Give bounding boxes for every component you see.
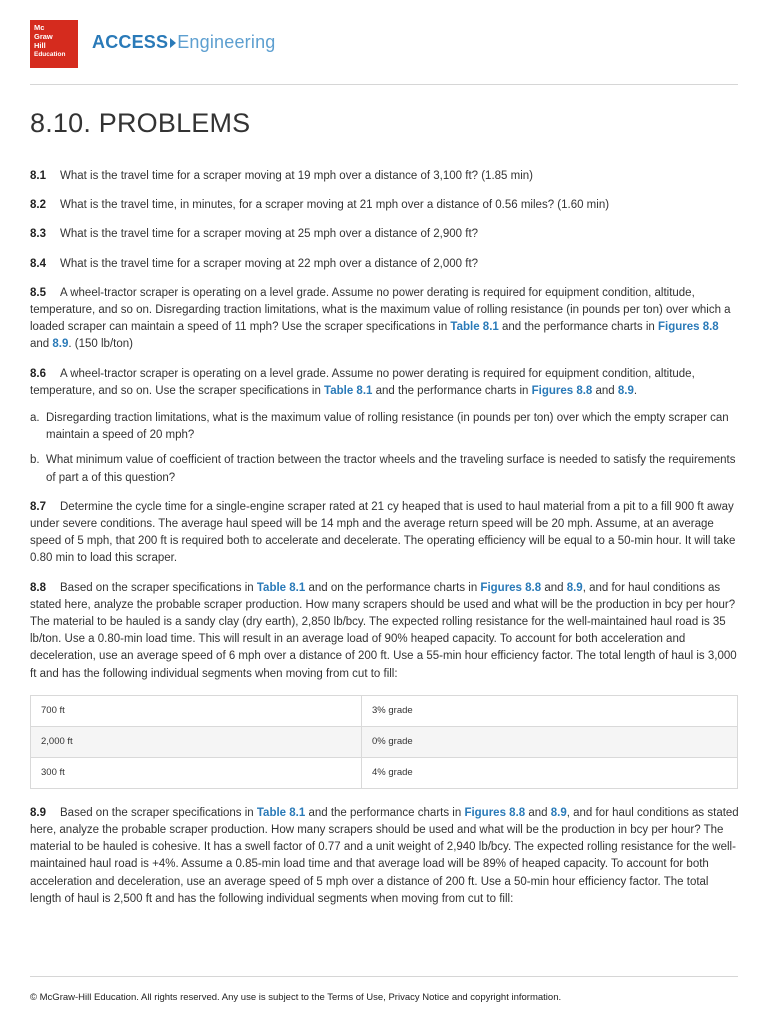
haul-segments-table bbox=[30, 695, 738, 789]
problem-number: 8.4 bbox=[30, 257, 46, 270]
problem-text: , and for haul conditions as stated here, analyze the probable scraper production. How many scrapers should be used and what will be the production in bcy per hour? The material to be hauled is cohesive. It has a swell factor of 0.77 and a unit weight of 2,940 lb/bcy. The expected rolling resistance for the well-maintained haul road is +4%. Assume a 0.85-min load time and that average load will be 89% of heaped capacity. To account for both acceleration and deceleration, use an average speed of 5 mph over a distance of 200 ft. Use a 50-min hour efficiency factor. The total length of haul is 2,500 ft and has the following individual segments when moving from cut to fill: bbox=[30, 806, 739, 905]
problem-text: and bbox=[30, 338, 53, 351]
problem-text: and bbox=[525, 806, 551, 819]
problem-8-2 bbox=[30, 197, 740, 214]
problem-text: A wheel-tractor scraper is operating on a level grade. Assume no power derating is required for equipment condition, altitude, temperature, and so on. Disregarding traction limitations, what is the maximum value of rolling resistance (in pounds per ton) over which a loaded scraper can maintain a speed of 11 mph? Use the scraper specifications in bbox=[30, 286, 731, 334]
access-engineering-brand[interactable] bbox=[92, 32, 276, 53]
problem-number: 8.5 bbox=[30, 286, 46, 299]
figure-8-9-link[interactable]: 8.9 bbox=[52, 338, 69, 351]
problem-text: What is the travel time for a scraper moving at 22 mph over a distance of 2,000 ft? bbox=[60, 257, 479, 270]
segment-distance: 700 ft bbox=[31, 695, 362, 726]
figures-8-8-link[interactable]: Figures 8.8 bbox=[480, 581, 542, 594]
logo-line: Graw bbox=[34, 32, 53, 41]
site-header bbox=[30, 20, 750, 70]
footer-divider bbox=[30, 976, 738, 977]
problem-number: 8.8 bbox=[30, 581, 46, 594]
sub-question-a bbox=[30, 410, 740, 444]
segment-distance: 2,000 ft bbox=[31, 726, 362, 757]
problem-text: A wheel-tractor scraper is operating on a level grade. Assume no power derating is required for equipment condition, altitude, temperature, and so on. Use the scraper specifications in bbox=[30, 367, 695, 397]
brand-primary: ACCESS bbox=[92, 32, 169, 52]
problem-number: 8.6 bbox=[30, 367, 46, 380]
table-row bbox=[31, 726, 738, 757]
segment-grade: 4% grade bbox=[362, 757, 738, 788]
sub-marker: a. bbox=[30, 412, 40, 425]
logo-line: Mc bbox=[34, 23, 45, 32]
figure-8-9-link[interactable]: 8.9 bbox=[566, 581, 583, 594]
brand-secondary: Engineering bbox=[177, 32, 276, 52]
problem-number: 8.1 bbox=[30, 170, 46, 182]
table-8-1-link[interactable]: Table 8.1 bbox=[256, 806, 306, 819]
problem-text: . (150 lb/ton) bbox=[68, 338, 133, 351]
mcgraw-hill-logo[interactable] bbox=[30, 20, 78, 68]
problem-text: Determine the cycle time for a single-engine scraper rated at 21 cy heaped that is used to haul material from a pit to a fill 900 ft away under severe conditions. The average haul speed will be 14 mph and the average return speed will be 20 mph. Assume, at an average speed of 5 mph, that 200 ft is required both to accelerate and decelerate. The operating efficiency will be equal to a 50-min hour. It will take 0.80 min to load this scraper. bbox=[30, 500, 736, 565]
page-title: 8.10. PROBLEMS bbox=[30, 108, 251, 138]
figure-8-9-link[interactable]: 8.9 bbox=[550, 806, 567, 819]
problem-8-1 bbox=[30, 168, 740, 185]
problem-text: and bbox=[541, 581, 567, 594]
problem-text: and bbox=[592, 384, 618, 397]
problem-text: Based on the scraper specifications in bbox=[60, 806, 257, 819]
header-divider bbox=[30, 84, 738, 85]
figures-8-8-link[interactable]: Figures 8.8 bbox=[464, 806, 526, 819]
problem-number: 8.9 bbox=[30, 806, 46, 819]
problem-text: , and for haul conditions as stated here, analyze the probable scraper production. How many scrapers should be used and what will be the production in bcy per hour? The material to be hauled is a sandy clay (dry earth), 2,850 lb/bcy. The expected rolling resistance for the well-maintained haul road is 35 lb/ton. Use a 0.80-min load time. This will result in an average load of 90% heaped capacity. To account for both acceleration and deceleration, use an average speed of 6 mph over a distance of 200 ft. Use a 55-min hour efficiency factor. The total length of haul is 3,000 ft and has the following individual segments when moving from cut to fill: bbox=[30, 581, 737, 680]
sub-question-b bbox=[30, 452, 740, 486]
problem-number: 8.7 bbox=[30, 500, 46, 513]
problem-text: and the performance charts in bbox=[305, 806, 465, 819]
logo-line: Education bbox=[34, 51, 66, 58]
problem-8-8 bbox=[30, 580, 740, 789]
table-8-1-link[interactable]: Table 8.1 bbox=[324, 384, 373, 397]
sub-marker: b. bbox=[30, 454, 40, 467]
problem-8-3 bbox=[30, 226, 740, 243]
problem-text: . bbox=[633, 384, 638, 397]
problem-8-7 bbox=[30, 499, 740, 568]
table-row bbox=[31, 757, 738, 788]
figure-8-9-link[interactable]: 8.9 bbox=[617, 384, 634, 397]
problem-8-4 bbox=[30, 256, 740, 273]
problem-text: What is the travel time, in minutes, for a scraper moving at 21 mph over a distance of 0.56 miles? (1.60 min) bbox=[60, 199, 610, 212]
problem-text: and the performance charts in bbox=[498, 321, 658, 334]
problem-text: Based on the scraper specifications in bbox=[60, 581, 257, 594]
brand-arrow-icon bbox=[170, 38, 176, 48]
problem-number: 8.2 bbox=[30, 199, 46, 212]
problems-content bbox=[30, 168, 740, 920]
sub-text: Disregarding traction limitations, what is the maximum value of rolling resistance (in pounds per ton) over which the empty scraper can maintain a speed of 20 mph? bbox=[46, 412, 729, 442]
problem-text: What is the travel time for a scraper moving at 25 mph over a distance of 2,900 ft? bbox=[60, 228, 479, 241]
table-row bbox=[31, 695, 738, 726]
problem-8-9 bbox=[30, 805, 740, 908]
problem-text: and the performance charts in bbox=[372, 384, 532, 397]
logo-line: Hill bbox=[34, 41, 46, 50]
figures-8-8-link[interactable]: Figures 8.8 bbox=[531, 384, 593, 397]
segment-grade: 3% grade bbox=[362, 695, 738, 726]
table-8-1-link[interactable]: Table 8.1 bbox=[256, 581, 306, 594]
figures-8-8-link[interactable]: Figures 8.8 bbox=[657, 321, 719, 334]
table-8-1-link[interactable]: Table 8.1 bbox=[450, 321, 499, 334]
sub-text: What minimum value of coefficient of traction between the tractor wheels and the traveling surface is needed to satisfy the requirements of part a of this question? bbox=[46, 454, 736, 484]
problem-text: and on the performance charts in bbox=[305, 581, 481, 594]
problem-8-5 bbox=[30, 285, 740, 354]
copyright-footer: © McGraw-Hill Education. All rights reserved. Any use is subject to the Terms of Use, Privacy Notice and copyright information. bbox=[30, 992, 562, 1003]
problem-8-6 bbox=[30, 366, 740, 487]
segment-distance: 300 ft bbox=[31, 757, 362, 788]
problem-text: What is the travel time for a scraper moving at 19 mph over a distance of 3,100 ft? (1.85 min) bbox=[60, 170, 533, 182]
segment-grade: 0% grade bbox=[362, 726, 738, 757]
problem-number: 8.3 bbox=[30, 228, 46, 241]
